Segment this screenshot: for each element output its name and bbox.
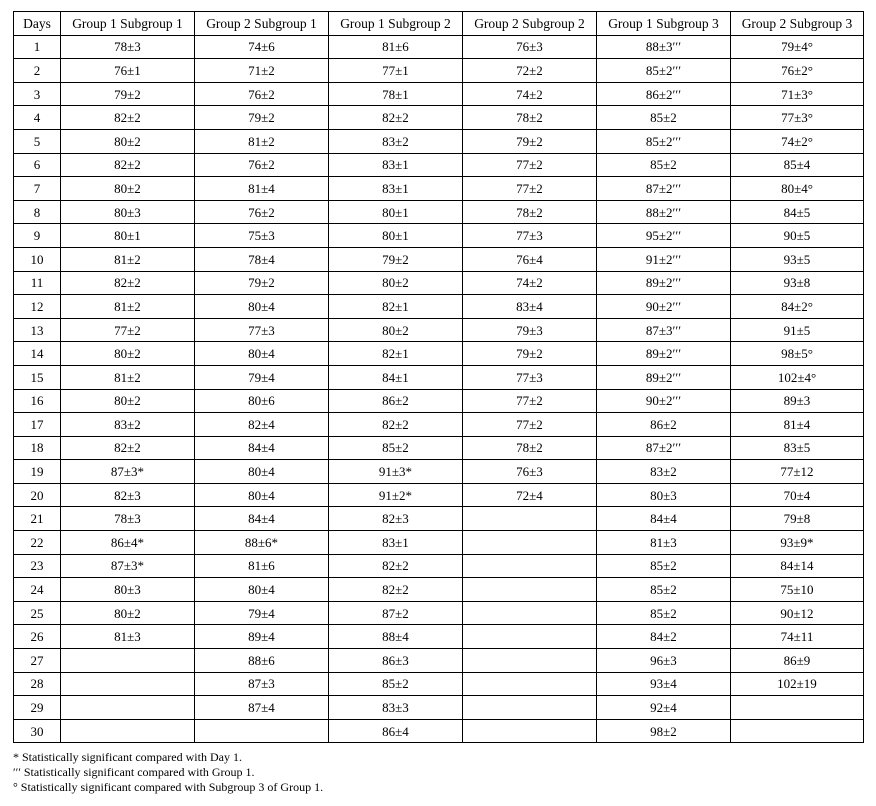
cell-g2s1: 81±6	[195, 554, 329, 578]
cell-g1s3: 95±2′′′	[597, 224, 731, 248]
cell-g2s1: 71±2	[195, 59, 329, 83]
table-row	[14, 59, 864, 83]
cell-g1s1: 82±2	[61, 153, 195, 177]
cell-g2s1: 88±6	[195, 649, 329, 673]
cell-g2s2: 83±4	[463, 295, 597, 319]
cell-g1s1: 80±2	[61, 129, 195, 153]
cell-g2s3: 77±12	[731, 460, 864, 484]
cell-g2s2	[463, 696, 597, 720]
cell-g2s3: 83±5	[731, 436, 864, 460]
cell-days: 23	[14, 554, 61, 578]
cell-g1s2: 82±2	[329, 106, 463, 130]
table-row	[14, 106, 864, 130]
cell-g2s1: 79±4	[195, 365, 329, 389]
cell-days: 18	[14, 436, 61, 460]
cell-g1s1: 87±3*	[61, 460, 195, 484]
cell-g1s3: 92±4	[597, 696, 731, 720]
cell-g1s3: 85±2	[597, 106, 731, 130]
cell-g2s3: 102±4°	[731, 365, 864, 389]
table-row	[14, 649, 864, 673]
cell-g2s1: 77±3	[195, 318, 329, 342]
table-row	[14, 295, 864, 319]
cell-g1s1	[61, 696, 195, 720]
cell-g2s3: 84±5	[731, 200, 864, 224]
cell-g1s3: 88±3′′′	[597, 35, 731, 59]
cell-g2s3: 102±19	[731, 672, 864, 696]
cell-days: 11	[14, 271, 61, 295]
cell-g2s1: 78±4	[195, 247, 329, 271]
cell-g1s2: 85±2	[329, 672, 463, 696]
cell-g1s1: 81±2	[61, 365, 195, 389]
table-row	[14, 35, 864, 59]
cell-days: 7	[14, 177, 61, 201]
cell-g2s2: 77±2	[463, 389, 597, 413]
cell-g1s1	[61, 719, 195, 743]
cell-g2s1: 79±2	[195, 106, 329, 130]
cell-g1s1: 76±1	[61, 59, 195, 83]
cell-days: 20	[14, 483, 61, 507]
cell-g2s3: 84±14	[731, 554, 864, 578]
table-row	[14, 554, 864, 578]
cell-days: 1	[14, 35, 61, 59]
cell-g1s1: 78±3	[61, 35, 195, 59]
cell-g1s2: 86±2	[329, 389, 463, 413]
cell-g2s3	[731, 696, 864, 720]
cell-g2s1: 80±4	[195, 342, 329, 366]
cell-g2s3: 79±8	[731, 507, 864, 531]
cell-g2s3: 93±5	[731, 247, 864, 271]
cell-g2s2: 76±4	[463, 247, 597, 271]
cell-days: 9	[14, 224, 61, 248]
table-row	[14, 625, 864, 649]
cell-g2s1: 79±2	[195, 271, 329, 295]
cell-g2s3: 90±5	[731, 224, 864, 248]
table-row	[14, 200, 864, 224]
cell-g2s2: 74±2	[463, 271, 597, 295]
header-group2-subgroup2: Group 2 Subgroup 2	[463, 12, 597, 36]
cell-g2s1: 76±2	[195, 82, 329, 106]
cell-g1s3: 84±2	[597, 625, 731, 649]
cell-g1s2: 83±1	[329, 177, 463, 201]
cell-g1s2: 87±2	[329, 601, 463, 625]
cell-g2s2	[463, 531, 597, 555]
cell-g1s1: 80±2	[61, 389, 195, 413]
cell-g2s2: 77±3	[463, 224, 597, 248]
cell-g2s1: 87±3	[195, 672, 329, 696]
cell-days: 29	[14, 696, 61, 720]
cell-g2s3: 81±4	[731, 413, 864, 437]
cell-g1s3: 85±2	[597, 601, 731, 625]
cell-g2s1: 84±4	[195, 507, 329, 531]
cell-g1s2: 85±2	[329, 436, 463, 460]
cell-g1s2: 86±3	[329, 649, 463, 673]
footnotes	[13, 750, 863, 795]
cell-g1s1	[61, 649, 195, 673]
cell-g1s3: 87±2′′′	[597, 177, 731, 201]
cell-g2s3: 85±4	[731, 153, 864, 177]
cell-g1s2: 77±1	[329, 59, 463, 83]
cell-g1s1: 80±2	[61, 601, 195, 625]
cell-g1s2: 80±1	[329, 224, 463, 248]
table-row	[14, 696, 864, 720]
table-row	[14, 177, 864, 201]
cell-days: 16	[14, 389, 61, 413]
header-group1-subgroup3: Group 1 Subgroup 3	[597, 12, 731, 36]
cell-g2s3: 84±2°	[731, 295, 864, 319]
cell-g2s1: 87±4	[195, 696, 329, 720]
cell-g2s1: 80±4	[195, 460, 329, 484]
cell-g2s3: 91±5	[731, 318, 864, 342]
cell-g1s1: 80±2	[61, 342, 195, 366]
cell-g1s3: 96±3	[597, 649, 731, 673]
cell-g2s1: 80±4	[195, 483, 329, 507]
cell-g1s2: 86±4	[329, 719, 463, 743]
cell-g1s3: 84±4	[597, 507, 731, 531]
table-row	[14, 129, 864, 153]
cell-g2s3: 93±8	[731, 271, 864, 295]
cell-g1s2: 88±4	[329, 625, 463, 649]
table-row	[14, 531, 864, 555]
cell-g2s3: 76±2°	[731, 59, 864, 83]
cell-g1s2: 82±2	[329, 413, 463, 437]
cell-g2s1: 75±3	[195, 224, 329, 248]
cell-g1s2: 80±2	[329, 318, 463, 342]
cell-g2s1: 76±2	[195, 200, 329, 224]
cell-g2s1: 89±4	[195, 625, 329, 649]
cell-g1s1: 80±1	[61, 224, 195, 248]
cell-g2s3: 80±4°	[731, 177, 864, 201]
table-row	[14, 318, 864, 342]
cell-g1s3: 85±2	[597, 554, 731, 578]
cell-g2s3: 93±9*	[731, 531, 864, 555]
table-row	[14, 507, 864, 531]
cell-days: 5	[14, 129, 61, 153]
cell-g2s2	[463, 507, 597, 531]
cell-g1s2: 82±2	[329, 578, 463, 602]
cell-g1s3: 85±2	[597, 578, 731, 602]
cell-g1s3: 85±2	[597, 153, 731, 177]
cell-g2s2: 77±2	[463, 153, 597, 177]
header-row	[14, 12, 864, 36]
cell-g2s1: 82±4	[195, 413, 329, 437]
cell-days: 4	[14, 106, 61, 130]
cell-g2s2: 76±3	[463, 35, 597, 59]
cell-days: 28	[14, 672, 61, 696]
cell-g1s1: 82±3	[61, 483, 195, 507]
cell-g1s2: 82±3	[329, 507, 463, 531]
footnote-subgroup3: ° Statistically significant compared with Subgroup 3 of Group 1.	[13, 780, 324, 795]
cell-g1s3: 98±2	[597, 719, 731, 743]
cell-g2s1: 76±2	[195, 153, 329, 177]
cell-g2s2	[463, 719, 597, 743]
cell-g1s2: 82±1	[329, 295, 463, 319]
cell-g1s3: 89±2′′′	[597, 365, 731, 389]
cell-g1s2: 83±3	[329, 696, 463, 720]
cell-days: 24	[14, 578, 61, 602]
cell-days: 26	[14, 625, 61, 649]
table-row	[14, 460, 864, 484]
table-row	[14, 271, 864, 295]
cell-g2s1: 80±6	[195, 389, 329, 413]
table-row	[14, 413, 864, 437]
cell-g2s2: 78±2	[463, 200, 597, 224]
cell-g2s2: 72±4	[463, 483, 597, 507]
cell-g1s1: 78±3	[61, 507, 195, 531]
cell-days: 22	[14, 531, 61, 555]
table-row	[14, 601, 864, 625]
cell-g2s2: 77±2	[463, 177, 597, 201]
cell-g1s1: 87±3*	[61, 554, 195, 578]
cell-g1s3: 86±2	[597, 413, 731, 437]
table-row	[14, 342, 864, 366]
cell-g1s2: 82±2	[329, 554, 463, 578]
header-group1-subgroup2: Group 1 Subgroup 2	[329, 12, 463, 36]
cell-days: 2	[14, 59, 61, 83]
cell-g1s2: 83±1	[329, 153, 463, 177]
table-row	[14, 578, 864, 602]
cell-g1s3: 87±3′′′	[597, 318, 731, 342]
cell-days: 21	[14, 507, 61, 531]
cell-g2s1	[195, 719, 329, 743]
footnote-day1: * Statistically significant compared with Day 1.	[13, 750, 242, 765]
cell-g2s2: 78±2	[463, 106, 597, 130]
cell-g1s1: 77±2	[61, 318, 195, 342]
cell-g1s1: 82±2	[61, 106, 195, 130]
cell-g1s1: 80±3	[61, 200, 195, 224]
cell-g1s1: 82±2	[61, 436, 195, 460]
cell-g1s2: 78±1	[329, 82, 463, 106]
cell-g1s2: 91±3*	[329, 460, 463, 484]
cell-g1s2: 80±1	[329, 200, 463, 224]
cell-g1s2: 84±1	[329, 365, 463, 389]
cell-g1s3: 87±2′′′	[597, 436, 731, 460]
cell-g1s2: 79±2	[329, 247, 463, 271]
table-row	[14, 247, 864, 271]
cell-g1s3: 83±2	[597, 460, 731, 484]
cell-days: 10	[14, 247, 61, 271]
cell-days: 15	[14, 365, 61, 389]
cell-g2s3: 74±11	[731, 625, 864, 649]
cell-g2s3: 90±12	[731, 601, 864, 625]
cell-g2s2: 79±2	[463, 342, 597, 366]
cell-g2s2	[463, 554, 597, 578]
cell-days: 6	[14, 153, 61, 177]
table-row	[14, 389, 864, 413]
cell-g1s1: 81±2	[61, 247, 195, 271]
cell-g1s1: 80±2	[61, 177, 195, 201]
cell-g1s1: 86±4*	[61, 531, 195, 555]
cell-g2s3: 98±5°	[731, 342, 864, 366]
cell-g1s3: 91±2′′′	[597, 247, 731, 271]
cell-g1s2: 91±2*	[329, 483, 463, 507]
cell-g2s3: 75±10	[731, 578, 864, 602]
cell-g2s2: 77±3	[463, 365, 597, 389]
cell-g1s3: 81±3	[597, 531, 731, 555]
table-body	[14, 35, 864, 743]
cell-g1s3: 89±2′′′	[597, 342, 731, 366]
cell-days: 14	[14, 342, 61, 366]
table-row	[14, 672, 864, 696]
cell-g2s2	[463, 625, 597, 649]
cell-g1s3: 90±2′′′	[597, 389, 731, 413]
cell-g2s1: 81±4	[195, 177, 329, 201]
cell-days: 30	[14, 719, 61, 743]
table-row	[14, 483, 864, 507]
cell-g2s2: 76±3	[463, 460, 597, 484]
cell-g2s3	[731, 719, 864, 743]
cell-g1s3: 85±2′′′	[597, 129, 731, 153]
data-table	[13, 11, 864, 743]
cell-days: 25	[14, 601, 61, 625]
table-row	[14, 719, 864, 743]
cell-g1s3: 80±3	[597, 483, 731, 507]
cell-g1s1: 80±3	[61, 578, 195, 602]
cell-g2s2: 77±2	[463, 413, 597, 437]
cell-g1s3: 93±4	[597, 672, 731, 696]
cell-g1s2: 83±1	[329, 531, 463, 555]
cell-g2s2	[463, 672, 597, 696]
cell-days: 19	[14, 460, 61, 484]
cell-g1s2: 83±2	[329, 129, 463, 153]
cell-g2s1: 74±6	[195, 35, 329, 59]
cell-g1s1: 82±2	[61, 271, 195, 295]
cell-g1s2: 80±2	[329, 271, 463, 295]
cell-g2s2: 74±2	[463, 82, 597, 106]
table-row	[14, 153, 864, 177]
cell-g2s3: 86±9	[731, 649, 864, 673]
cell-g1s1	[61, 672, 195, 696]
cell-g2s2: 79±3	[463, 318, 597, 342]
cell-g2s1: 79±4	[195, 601, 329, 625]
table-row	[14, 224, 864, 248]
table-row	[14, 365, 864, 389]
cell-g1s3: 88±2′′′	[597, 200, 731, 224]
cell-g1s2: 81±6	[329, 35, 463, 59]
cell-g2s2	[463, 649, 597, 673]
cell-g2s1: 88±6*	[195, 531, 329, 555]
cell-g1s1: 81±2	[61, 295, 195, 319]
cell-days: 8	[14, 200, 61, 224]
cell-g1s3: 85±2′′′	[597, 59, 731, 83]
cell-days: 12	[14, 295, 61, 319]
cell-g2s2: 78±2	[463, 436, 597, 460]
cell-g1s1: 81±3	[61, 625, 195, 649]
cell-days: 13	[14, 318, 61, 342]
cell-g2s1: 80±4	[195, 578, 329, 602]
header-group2-subgroup3: Group 2 Subgroup 3	[731, 12, 864, 36]
cell-g1s3: 86±2′′′	[597, 82, 731, 106]
header-group1-subgroup1: Group 1 Subgroup 1	[61, 12, 195, 36]
cell-days: 17	[14, 413, 61, 437]
cell-g2s1: 81±2	[195, 129, 329, 153]
cell-g2s2: 79±2	[463, 129, 597, 153]
cell-g1s3: 90±2′′′	[597, 295, 731, 319]
cell-g2s3: 79±4°	[731, 35, 864, 59]
header-group2-subgroup1: Group 2 Subgroup 1	[195, 12, 329, 36]
cell-g2s2	[463, 578, 597, 602]
table-row	[14, 436, 864, 460]
cell-g2s3: 70±4	[731, 483, 864, 507]
cell-g2s1: 80±4	[195, 295, 329, 319]
cell-g2s3: 89±3	[731, 389, 864, 413]
cell-g1s2: 82±1	[329, 342, 463, 366]
table-row	[14, 82, 864, 106]
document	[13, 11, 863, 795]
cell-g2s1: 84±4	[195, 436, 329, 460]
cell-g2s3: 77±3°	[731, 106, 864, 130]
cell-g1s1: 83±2	[61, 413, 195, 437]
cell-g1s3: 89±2′′′	[597, 271, 731, 295]
footnote-group1: ′′′ Statistically significant compared with Group 1.	[13, 765, 255, 780]
cell-days: 3	[14, 82, 61, 106]
header-days: Days	[14, 12, 61, 36]
cell-g2s3: 74±2°	[731, 129, 864, 153]
cell-g2s2: 72±2	[463, 59, 597, 83]
cell-days: 27	[14, 649, 61, 673]
cell-g1s1: 79±2	[61, 82, 195, 106]
cell-g2s2	[463, 601, 597, 625]
cell-g2s3: 71±3°	[731, 82, 864, 106]
